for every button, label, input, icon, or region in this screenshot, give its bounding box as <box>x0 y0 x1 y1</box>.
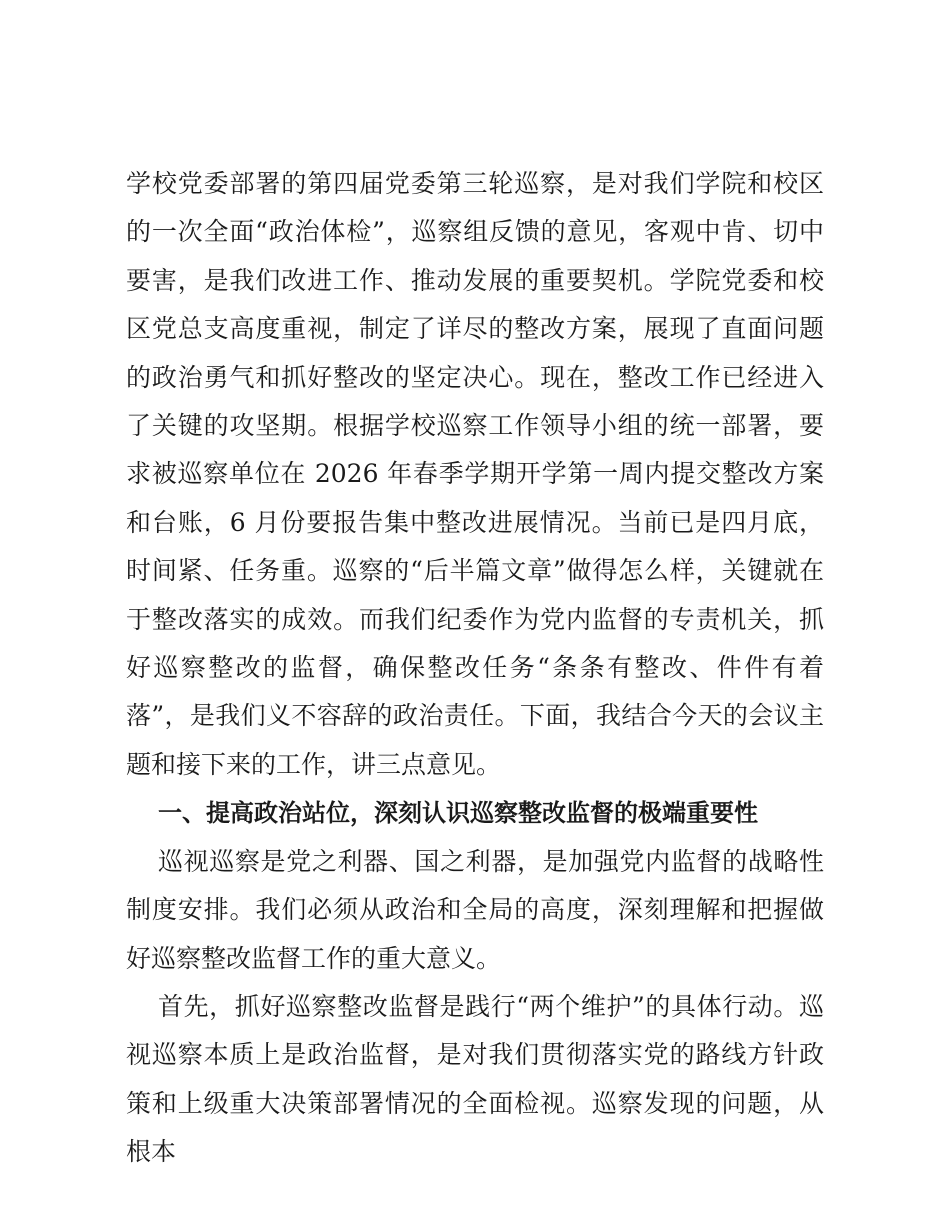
section-1-paragraph-1: 巡视巡察是党之利器、国之利器，是加强党内监督的战略性制度安排。我们必须从政治和全局的高度，深刻理解和把握做好巡察整改监督工作的重大意义。 <box>126 846 824 973</box>
document-body <box>126 160 824 1177</box>
opening-paragraph: 学校党委部署的第四届党委第三轮巡察，是对我们学院和校区的一次全面“政治体检”，巡察组反馈的意见，客观中肯、切中要害，是我们改进工作、推动发展的重要契机。学院党委和校区党总支高度重视，制定了详尽的整改方案，展现了直面问题的政治勇气和抓好整改的坚定决心。现在，整改工作已经进入了关键的攻坚期。根据学校巡察工作领导小组的统一部署，要求被巡察单位在 2026 年春季学期开学第一周内提交整改方案和台账，6 月份要报告集中整改进展情况。当前已是四月底，时间紧、任务重。巡察的“后半篇文章”做得怎么样，关键就在于整改落实的成效。而我们纪委作为党内监督的专责机关，抓好巡察整改的监督，确保整改任务“条条有整改、件件有着落”，是我们义不容辞的政治责任。下面，我结合今天的会议主题和接下来的工作，讲三点意见。 <box>126 169 824 779</box>
section-1-paragraph-2: 首先，抓好巡察整改监督是践行“两个维护”的具体行动。巡视巡察本质上是政治监督，是对我们贯彻落实党的路线方针政策和上级重大决策部署情况的全面检视。巡察发现的问题，从根本 <box>126 991 824 1167</box>
section-heading-1: 一、提高政治站位，深刻认识巡察整改监督的极端重要性 <box>158 799 758 828</box>
